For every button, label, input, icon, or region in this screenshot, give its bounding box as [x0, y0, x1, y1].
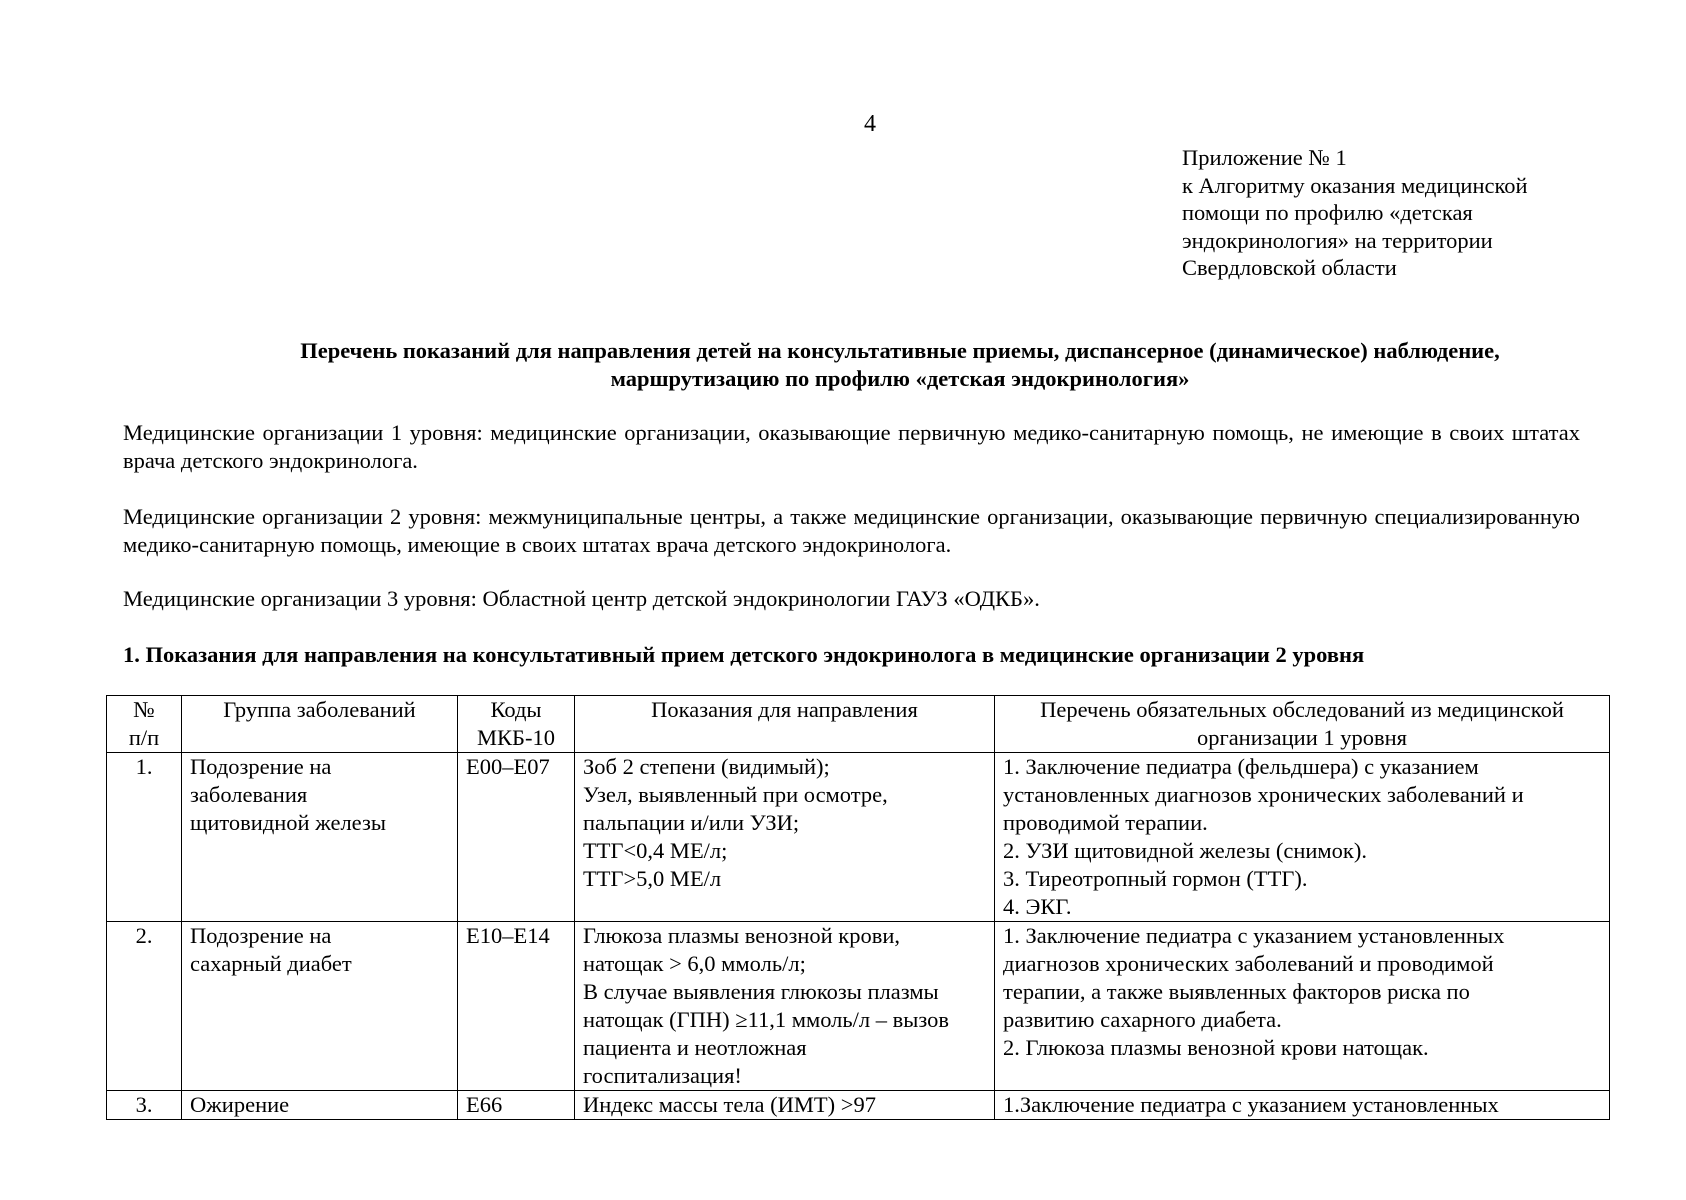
header-icd-codes: Коды МКБ-10 [458, 696, 575, 753]
appendix-line: к Алгоритму оказания медицинской [1182, 172, 1528, 198]
table-row [107, 753, 1610, 922]
section-heading: 1. Показания для направления на консультативный прием детского эндокринолога в медицинские организации 2 уровня [123, 642, 1365, 667]
paragraph-level-2: Медицинские организации 2 уровня: межмуниципальные центры, а также медицинские организации, оказывающие первичную специализированную медико-санитарную помощь, имеющие в своих штатах врача детского эндокринолога. [123, 504, 1580, 557]
cell-disease-group: Подозрение на заболевания щитовидной железы [182, 753, 458, 922]
cell-required-exams: 1.Заключение педиатра с указанием установленных [995, 1091, 1610, 1120]
appendix-line: Свердловской области [1182, 255, 1397, 280]
header-number: № п/п [107, 696, 182, 753]
table-row [107, 1091, 1610, 1120]
cell-number: 2. [107, 922, 182, 1091]
cell-icd-codes: Е66 [458, 1091, 575, 1120]
appendix-line: помощи по профилю «детская [1182, 200, 1473, 225]
table-header-row [107, 696, 1610, 753]
title-line: маршрутизацию по профилю «детская эндокринология» [610, 366, 1190, 391]
cell-required-exams: 1. Заключение педиатра с указанием установленных диагнозов хронических заболеваний и проводимой терапии, а также выявленных факторов риска по развитию сахарного диабета. 2. Глюкоза плазмы венозной крови натощак. [995, 922, 1610, 1091]
cell-icd-codes: Е00–Е07 [458, 753, 575, 922]
header-required-exams: Перечень обязательных обследований из медицинской организации 1 уровня [995, 696, 1610, 753]
cell-icd-codes: Е10–Е14 [458, 922, 575, 1091]
appendix-note [1182, 144, 1652, 282]
cell-disease-group: Ожирение [182, 1091, 458, 1120]
appendix-line: Приложение № 1 [1182, 145, 1347, 170]
paragraph-level-1: Медицинские организации 1 уровня: медицинские организации, оказывающие первичную медико-санитарную помощь, не имеющие в своих штатах врача детского эндокринолога. [123, 420, 1580, 473]
document-title [110, 337, 1686, 393]
cell-number: 1. [107, 753, 182, 922]
paragraph-level-3: Медицинские организации 3 уровня: Областной центр детской эндокринологии ГАУЗ «ОДКБ». [123, 586, 1040, 611]
cell-number: 3. [107, 1091, 182, 1120]
cell-indications: Индекс массы тела (ИМТ) >97 [575, 1091, 995, 1120]
cell-required-exams: 1. Заключение педиатра (фельдшера) с указанием установленных диагнозов хронических заболеваний и проводимой терапии. 2. УЗИ щитовидной железы (снимок). 3. Тиреотропный гормон (ТТГ). 4. ЭКГ. [995, 753, 1610, 922]
header-disease-group: Группа заболеваний [182, 696, 458, 753]
cell-disease-group: Подозрение на сахарный диабет [182, 922, 458, 1091]
table-row [107, 922, 1610, 1091]
cell-indications: Глюкоза плазмы венозной крови, натощак > 6,0 ммоль/л; В случае выявления глюкозы плазмы натощак (ГПН) ≥11,1 ммоль/л – вызов пациента и неотложная госпитализация! [575, 922, 995, 1091]
indications-table [106, 695, 1610, 1120]
appendix-line: эндокринология» на территории [1182, 227, 1493, 253]
title-line: Перечень показаний для направления детей на консультативные приемы, диспансерное (динамическое) наблюдение, [300, 338, 1500, 363]
header-indications: Показания для направления [575, 696, 995, 753]
cell-indications: Зоб 2 степени (видимый); Узел, выявленный при осмотре, пальпации и/или УЗИ; ТТГ<0,4 МЕ/л; ТТГ>5,0 МЕ/л [575, 753, 995, 922]
page-number: 4 [864, 111, 876, 137]
